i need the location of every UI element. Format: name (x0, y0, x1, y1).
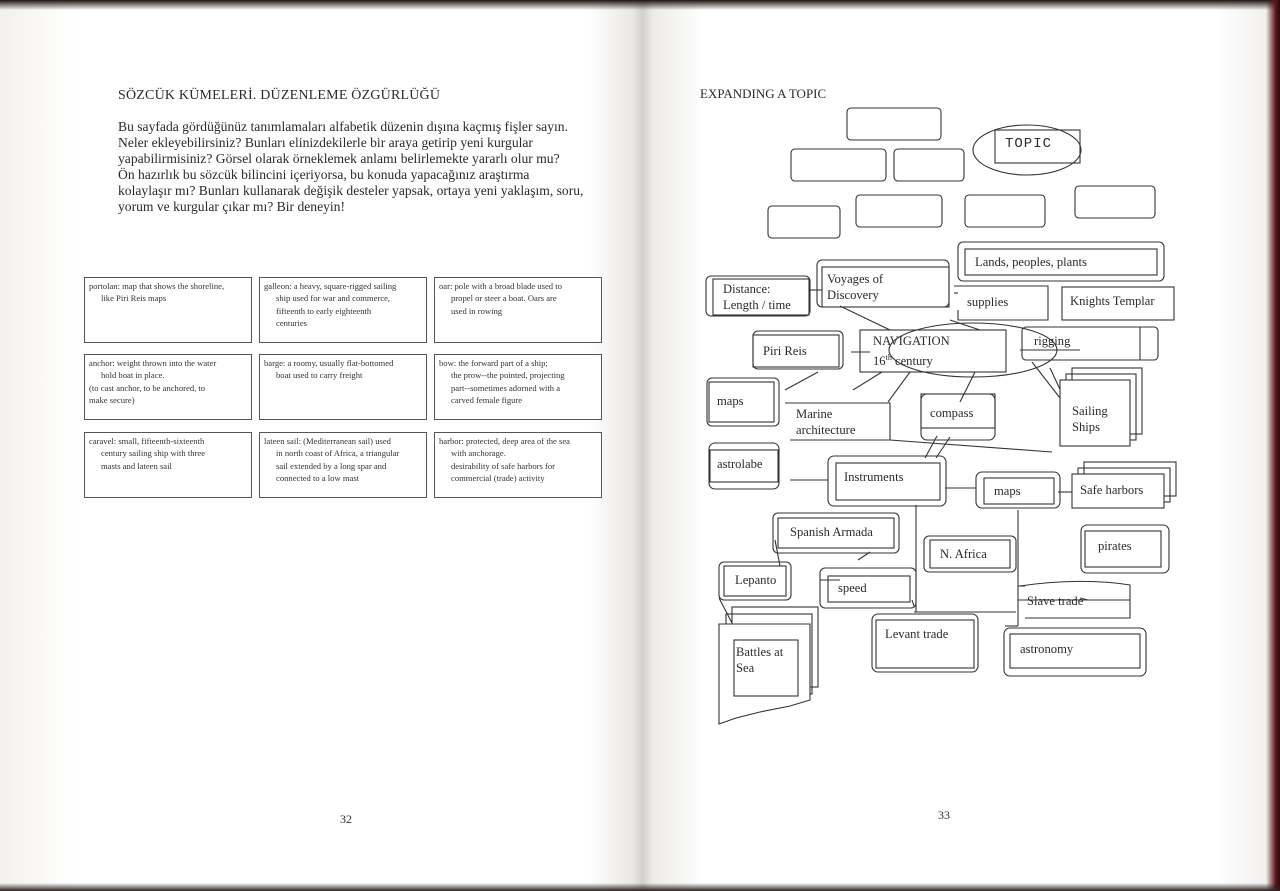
instruments-label: Instruments (844, 470, 904, 484)
body-line: kolaylaşır mı? Bunları kullanarak değişik desteler yapsak, ortaya yeni yaklaşım, soru, (118, 183, 584, 199)
body-line: Bu sayfada gördüğünüz tanımlamaları alfabetik düzenin dışına kaçmış fişler sayın. (118, 119, 568, 134)
marine-line: Marine (796, 407, 833, 421)
card-barge (259, 354, 427, 420)
topic-label: TOPIC (1005, 136, 1053, 152)
page-number: 32 (340, 812, 352, 826)
card-line: hold boat in place. (101, 370, 165, 381)
compass-label: compass (930, 406, 974, 420)
page-title: EXPANDING A TOPIC (700, 86, 827, 101)
card-lateen-sail (259, 432, 427, 498)
card-line: ship used for war and commerce, (276, 293, 391, 304)
card-line: desirability of safe harbors for (451, 460, 556, 471)
century-word: century (894, 353, 933, 368)
supplies-label: supplies (967, 295, 1009, 309)
knights-label: Knights Templar (1070, 294, 1155, 308)
spanish-armada-label: Spanish Armada (790, 525, 873, 539)
maps-label: maps (717, 394, 744, 408)
card-line: portolan: map that shows the shoreline, (89, 281, 225, 291)
card-galleon (259, 277, 427, 343)
battles-at-sea-label (736, 645, 783, 676)
card-line: oar: pole with a broad blade used to (439, 281, 562, 291)
century-suffix: th (885, 352, 892, 362)
navigation-label (873, 334, 950, 369)
card-line: used in rowing (451, 305, 503, 316)
piri-reis-label: Piri Reis (763, 344, 807, 358)
navigation-line: NAVIGATION (873, 334, 950, 348)
body-line: Neler ekleyebilirsiniz? Bunları elinizdekilerle bir araya getirip yeni kurgular (118, 135, 533, 151)
levant-trade-label: Levant trade (885, 627, 949, 641)
card-line: galleon: a heavy, square-rigged sailing (264, 281, 397, 291)
century-number: 16 (873, 353, 886, 368)
card-line: commercial (trade) activity (451, 473, 545, 484)
body-line: Ön hazırlık bu sözcük bilincini içeriyorsa, bu konuda yapacağınız araştırma (118, 167, 530, 183)
body-line: yorum ve kurgular çıkar mı? Bir deneyin! (118, 199, 345, 215)
voyages-label (827, 272, 883, 303)
card-harbor (434, 432, 602, 498)
battles-line: Sea (736, 660, 755, 675)
card-line: like Piri Reis maps (101, 293, 167, 304)
card-line: part--sometimes adorned with a (451, 382, 561, 393)
rigging-label: rigging (1034, 334, 1071, 348)
astronomy-label: astronomy (1020, 642, 1074, 656)
card-line: century sailing ship with three (101, 448, 206, 459)
page-title: SÖZCÜK KÜMELERİ. DÜZENLEME ÖZGÜRLÜĞÜ (118, 88, 441, 103)
body-line: yapabilirmisiniz? Görsel olarak örneklemek anlamı belirlemekte yararlı olur mu? (118, 151, 560, 167)
card-line: sail extended by a long spar and (276, 460, 387, 471)
voyages-line: Voyages of (827, 272, 884, 286)
safe-harbors-label: Safe harbors (1080, 483, 1144, 497)
card-line: the prow--the pointed, projecting (451, 370, 565, 381)
distance-label (723, 282, 791, 313)
century-line (873, 350, 950, 370)
card-line: (to cast anchor, to be anchored, to (89, 382, 206, 393)
card-line: boat used to carry freight (276, 370, 363, 381)
card-line: with anchorage. (451, 448, 506, 459)
sailing-ships-label (1072, 404, 1108, 435)
card-line: bow: the forward part of a ship; (439, 358, 548, 368)
blank-boxes (768, 108, 1155, 238)
lands-label: Lands, peoples, plants (975, 255, 1087, 269)
card-line: barge: a roomy, usually flat-bottomed (264, 358, 394, 368)
card-line: harbor: protected, deep area of the sea (439, 436, 570, 446)
lepanto-label: Lepanto (735, 573, 777, 587)
card-line: make secure) (89, 395, 135, 406)
maps-2-label: maps (994, 484, 1021, 498)
card-line: in north coast of Africa, a triangular (276, 448, 400, 459)
n-africa-label: N. Africa (940, 547, 987, 561)
card-bow (434, 354, 602, 420)
card-line: lateen sail: (Mediterranean sail) used (264, 436, 391, 446)
card-oar (434, 277, 602, 343)
card-anchor (84, 354, 252, 420)
instructions-paragraph (118, 119, 584, 216)
card-line: anchor: weight thrown into the water (89, 358, 217, 368)
card-line: fifteenth to early eighteenth (276, 305, 372, 316)
levant-outer (872, 614, 978, 672)
sailing-line: Sailing (1072, 404, 1108, 418)
marine-line: architecture (796, 422, 856, 437)
battles-line: Battles at (736, 645, 784, 659)
card-portolan (84, 277, 252, 343)
card-line: caravel: small, fifteenth-sixteenth (89, 436, 205, 446)
topic-web-diagram (640, 0, 1280, 891)
card-line: propel or steer a boat. Oars are (451, 293, 557, 304)
right-page (640, 0, 1280, 891)
card-line: connected to a low mast (276, 473, 360, 484)
distance-line: Length / time (723, 297, 791, 312)
marine-architecture-label (796, 407, 855, 438)
slave-trade-label: Slave trade (1027, 594, 1084, 608)
sailing-line: Ships (1072, 419, 1100, 434)
distance-line: Distance: (723, 282, 771, 296)
card-line: centuries (276, 318, 308, 329)
voyages-line: Discovery (827, 287, 879, 302)
page-number: 33 (938, 808, 950, 822)
card-line: carved female figure (451, 395, 523, 406)
pirates-label: pirates (1098, 539, 1132, 553)
card-caravel (84, 432, 252, 498)
card-line: masts and lateen sail (101, 460, 172, 471)
astrolabe-label: astrolabe (717, 457, 763, 471)
speed-label: speed (838, 581, 867, 595)
